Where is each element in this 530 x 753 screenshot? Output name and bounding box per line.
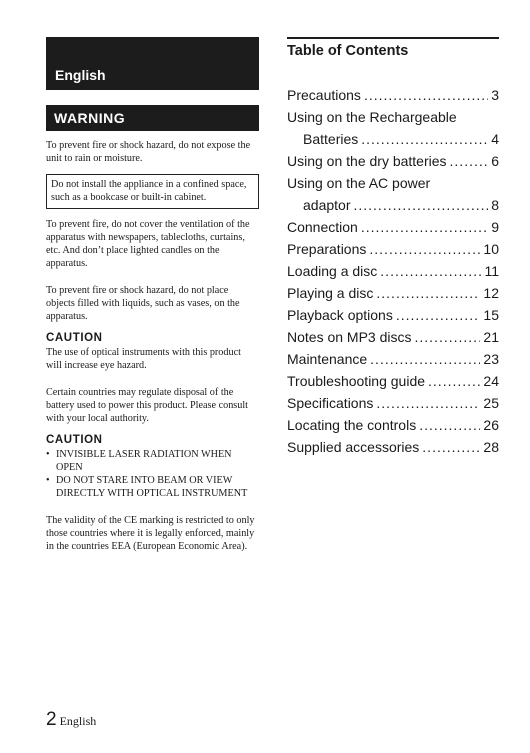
toc-dot-leader bbox=[415, 326, 481, 348]
page-number: 2 bbox=[46, 709, 57, 730]
page-footer bbox=[46, 709, 96, 731]
toc-list bbox=[287, 84, 499, 458]
toc-entry-label: Supplied accessories bbox=[287, 439, 420, 455]
toc-entry-label: Batteries bbox=[303, 131, 359, 147]
caution-bullet-item bbox=[46, 474, 259, 500]
warning-paragraph-1: To prevent fire or shock hazard, do not expose the unit to rain or moisture. bbox=[46, 140, 251, 164]
toc-entry-label: Preparations bbox=[287, 241, 367, 257]
toc-dot-leader bbox=[422, 436, 480, 458]
caution-bullet-text: DO NOT STARE INTO BEAM OR VIEW DIRECTLY WITH OPTICAL INSTRUMENT bbox=[56, 475, 248, 499]
warning-paragraph-2: To prevent fire, do not cover the ventilation of the apparatus with newspapers, tablecloths, curtains, etc. And don’t place lighted candles on the apparatus. bbox=[46, 219, 250, 269]
toc-entry-rechargeable[interactable] bbox=[287, 128, 499, 150]
toc-dot-leader bbox=[361, 216, 488, 238]
toc-entry-label: Locating the controls bbox=[287, 417, 417, 433]
toc-entry-preparations[interactable] bbox=[287, 238, 499, 260]
caution-title-1: CAUTION bbox=[46, 332, 103, 344]
toc-dot-leader bbox=[364, 84, 488, 106]
toc-page-number: 28 bbox=[483, 439, 499, 455]
toc-entry-playing-disc[interactable] bbox=[287, 282, 499, 304]
toc-page-number: 23 bbox=[483, 351, 499, 367]
toc-entry-label: Playing a disc bbox=[287, 285, 374, 301]
toc-dot-leader bbox=[428, 370, 480, 392]
toc-entry-supplied-accessories[interactable] bbox=[287, 436, 499, 458]
toc-dot-leader bbox=[376, 392, 480, 414]
toc-dot-leader bbox=[450, 150, 489, 172]
toc-dot-leader bbox=[396, 304, 481, 326]
toc-entry-playback-options[interactable] bbox=[287, 304, 499, 326]
toc-title: Table of Contents bbox=[287, 43, 409, 59]
toc-entry-label: Using on the dry batteries bbox=[287, 153, 447, 169]
bullet-mark: • bbox=[46, 449, 50, 460]
toc-page-number: 9 bbox=[491, 219, 499, 235]
caution-bullet-list bbox=[46, 448, 259, 500]
toc-dot-leader bbox=[419, 414, 480, 436]
ce-marking-paragraph: The validity of the CE marking is restricted to only those countries where it is legally enforced, mainly in the countries EEA (European Economic Area). bbox=[46, 515, 255, 552]
toc-entry-label: Specifications bbox=[287, 395, 374, 411]
installation-note-box: Do not install the appliance in a confined space, such as a bookcase or built-in cabinet. bbox=[46, 174, 259, 209]
toc-entry-maintenance[interactable] bbox=[287, 348, 499, 370]
toc-entry-label: Playback options bbox=[287, 307, 393, 323]
toc-entry-label: Connection bbox=[287, 219, 358, 235]
toc-page-number: 6 bbox=[491, 153, 499, 169]
toc-dot-leader bbox=[353, 194, 488, 216]
toc-dot-leader bbox=[361, 128, 488, 150]
toc-page-number: 8 bbox=[491, 197, 499, 213]
toc-entry-connection[interactable] bbox=[287, 216, 499, 238]
caution-bullet-text: INVISIBLE LASER RADIATION WHEN OPEN bbox=[56, 449, 232, 473]
toc-page-number: 26 bbox=[483, 417, 499, 433]
bullet-mark: • bbox=[46, 475, 50, 486]
toc-entry-locating-controls[interactable] bbox=[287, 414, 499, 436]
caution-title-2: CAUTION bbox=[46, 434, 103, 446]
battery-disposal-paragraph: Certain countries may regulate disposal of the battery used to power this product. Please consult with your local authority. bbox=[46, 387, 249, 424]
toc-entry-loading-disc[interactable] bbox=[287, 260, 499, 282]
toc-dot-leader bbox=[376, 282, 480, 304]
warning-column bbox=[46, 37, 259, 553]
toc-page-number: 25 bbox=[483, 395, 499, 411]
warning-title: WARNING bbox=[54, 110, 126, 126]
caution-text-1: The use of optical instruments with this product will increase eye hazard. bbox=[46, 347, 241, 371]
toc-entry-specifications[interactable] bbox=[287, 392, 499, 414]
toc-page-number: 15 bbox=[483, 307, 499, 323]
toc-entry-label: adaptor bbox=[303, 197, 351, 213]
toc-entry-label: Precautions bbox=[287, 87, 361, 103]
toc-entry-troubleshooting[interactable] bbox=[287, 370, 499, 392]
toc-dot-leader bbox=[370, 348, 480, 370]
toc-entry-label: Notes on MP3 discs bbox=[287, 329, 412, 345]
toc-dot-leader bbox=[369, 238, 480, 260]
toc-top-rule bbox=[287, 37, 499, 39]
toc-entry-precautions[interactable] bbox=[287, 84, 499, 106]
toc-page-number: 12 bbox=[483, 285, 499, 301]
toc-page-number: 21 bbox=[483, 329, 499, 345]
language-header bbox=[46, 37, 259, 90]
caution-bullet-item bbox=[46, 448, 259, 474]
toc-entry-dry-batteries[interactable] bbox=[287, 150, 499, 172]
toc-entry-rechargeable-line1[interactable]: Using on the Rechargeable bbox=[287, 109, 457, 125]
toc-entry-label: Loading a disc bbox=[287, 263, 378, 279]
toc-entry-label: Maintenance bbox=[287, 351, 368, 367]
toc-page-number: 4 bbox=[491, 131, 499, 147]
warning-header bbox=[46, 105, 259, 131]
toc-page-number: 24 bbox=[483, 373, 499, 389]
toc-entry-ac-power-line1[interactable]: Using on the AC power bbox=[287, 175, 431, 191]
toc-entry-mp3-notes[interactable] bbox=[287, 326, 499, 348]
toc-page-number: 10 bbox=[483, 241, 499, 257]
language-label: English bbox=[55, 67, 106, 83]
footer-language: English bbox=[59, 714, 97, 728]
toc-entry-ac-power[interactable] bbox=[287, 194, 499, 216]
toc-page-number: 11 bbox=[484, 263, 499, 279]
table-of-contents bbox=[287, 37, 499, 458]
toc-entry-label: Troubleshooting guide bbox=[287, 373, 426, 389]
toc-page-number: 3 bbox=[491, 87, 499, 103]
warning-paragraph-3: To prevent fire or shock hazard, do not place objects filled with liquids, such as vases, on the apparatus. bbox=[46, 285, 240, 322]
toc-dot-leader bbox=[380, 260, 481, 282]
